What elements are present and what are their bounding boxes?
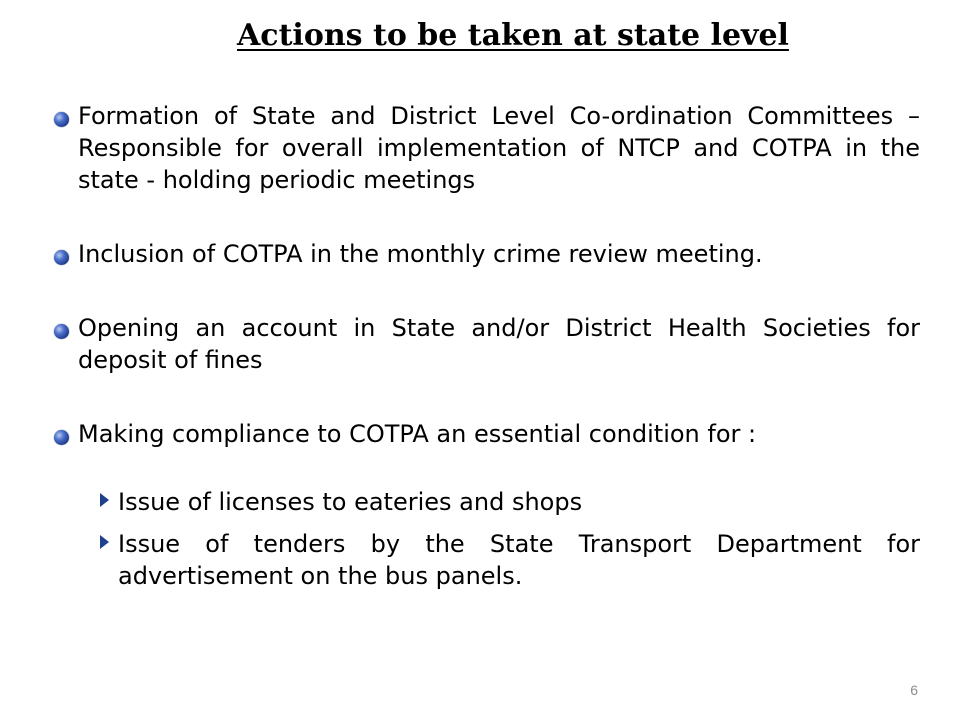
blue-sphere-bullet-icon xyxy=(54,430,69,445)
page-number: 6 xyxy=(910,682,918,698)
bullet-item xyxy=(50,100,920,196)
sub-bullet-text: Issue of tenders by the State Transport Department for advertisement on the bus panels. xyxy=(118,530,920,590)
sub-bullet-item xyxy=(50,528,920,592)
bullet-item xyxy=(50,418,920,450)
slide-title: Actions to be taken at state level xyxy=(237,18,789,53)
bullet-item xyxy=(50,238,920,270)
blue-sphere-bullet-icon xyxy=(54,112,69,127)
blue-sphere-bullet-icon xyxy=(54,324,69,339)
sub-bullet-text: Issue of licenses to eateries and shops xyxy=(118,488,583,516)
sub-bullet-item xyxy=(50,486,920,518)
bullet-text: Making compliance to COTPA an essential condition for : xyxy=(78,420,757,448)
bullet-text: Inclusion of COTPA in the monthly crime review meeting. xyxy=(78,240,763,268)
right-arrow-bullet-icon xyxy=(100,535,109,549)
blue-sphere-bullet-icon xyxy=(54,250,69,265)
right-arrow-bullet-icon xyxy=(100,493,109,507)
bullet-text: Opening an account in State and/or District Health Societies for deposit of fines xyxy=(78,314,920,374)
bullet-item xyxy=(50,312,920,376)
slide-content xyxy=(50,100,920,592)
bullet-text: Formation of State and District Level Co-ordination Committees – Responsible for overall implementation of NTCP and COTPA in the state - holding periodic meetings xyxy=(78,102,920,194)
